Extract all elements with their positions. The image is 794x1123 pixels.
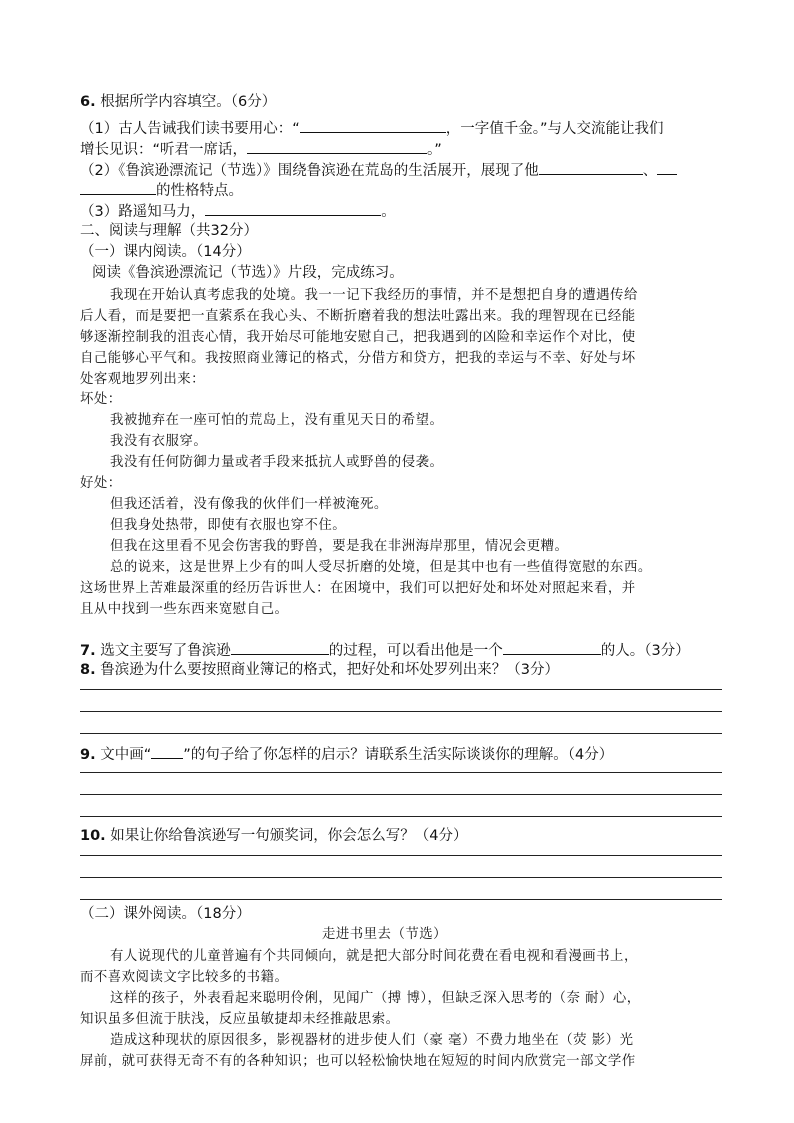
q10-number: 10. <box>80 828 106 844</box>
passage2-line: 而不喜欢阅读文字比较多的书籍。 <box>80 970 289 985</box>
q8-number: 8. <box>80 662 96 678</box>
passage2-line: 这样的孩子，外表看起来聪明伶俐，见闻广（搏 博），但缺乏深入思考的（奈 耐）心， <box>110 991 641 1006</box>
q7-text-end: 的人。（3分） <box>600 643 690 659</box>
q6-line3-sep: 、 <box>642 163 658 179</box>
q6-line4-text: 的性格特点。 <box>156 183 243 199</box>
q6-line1-text-end: ，一字值千金。”与人交流能让我们 <box>445 121 664 137</box>
q6-line2-text: 增长见识：“听君一席话， <box>80 142 248 158</box>
answer-line[interactable] <box>80 772 722 773</box>
passage-line: 自己能够心平气和。我按照商业簿记的格式，分借方和贷方，把我的幸运与不幸、好处与坏 <box>80 351 636 366</box>
answer-line[interactable] <box>80 855 722 856</box>
q9-text-end: ”的句子给了你怎样的启示？请联系生活实际谈谈你的理解。（4分） <box>183 747 614 763</box>
q7-text-mid: 的过程，可以看出他是一个 <box>328 643 503 659</box>
q8 <box>80 660 559 680</box>
q6-title-text: 根据所学内容填空。（6分） <box>100 94 277 110</box>
good-label: 好处： <box>80 476 122 491</box>
answer-line[interactable] <box>80 689 722 690</box>
good-item: 但我身处热带，即使有衣服也穿不住。 <box>110 518 347 533</box>
answer-line[interactable] <box>80 711 722 712</box>
q10 <box>80 826 468 846</box>
q10-text: 如果让你给鲁滨逊写一句颁奖词，你会怎么写？（4分） <box>110 828 468 844</box>
blank-line[interactable] <box>657 159 677 175</box>
q8-text: 鲁滨逊为什么要按照商业簿记的格式，把好处和坏处罗列出来？（3分） <box>100 662 559 678</box>
q6-line4 <box>80 179 243 201</box>
part1-heading: （一）课内阅读。（14分） <box>80 244 251 260</box>
bad-label: 坏处： <box>80 392 122 407</box>
section2-heading: 二、阅读与理解（共32分） <box>80 223 258 239</box>
good-item: 但我还活着，没有像我的伙伴们一样被淹死。 <box>110 497 388 512</box>
q6-line2 <box>80 138 442 160</box>
bad-item: 我被抛弃在一座可怕的荒岛上，没有重见天日的希望。 <box>110 413 444 428</box>
blank-line[interactable] <box>80 179 156 195</box>
summary-line: 总的说来，这是世界上少有的叫人受尽折磨的处境，但是其中也有一些值得宽慰的东西。 <box>110 560 652 575</box>
q6-line3-text: （2）《鲁滨逊漂流记（节选）》围绕鲁滨逊在荒岛的生活展开，展现了他 <box>80 163 539 179</box>
answer-line[interactable] <box>80 794 722 795</box>
q6-number: 6. <box>80 94 96 110</box>
q6-line3 <box>80 159 677 181</box>
q6-line1 <box>80 117 664 139</box>
passage2-line: 知识虽多但流于肤浅，反应虽敏捷却未经推敲思索。 <box>80 1012 400 1027</box>
q7 <box>80 639 690 661</box>
part2-heading: （二）课外阅读。（18分） <box>80 906 251 922</box>
passage2-title: 走进书里去（节选） <box>322 927 448 942</box>
answer-line[interactable] <box>80 816 722 817</box>
reading-instruction: 阅读《鲁滨逊漂流记（节选）》片段，完成练习。 <box>92 265 404 281</box>
answer-line[interactable] <box>80 733 722 734</box>
q9-number: 9. <box>80 747 96 763</box>
answer-line[interactable] <box>80 877 722 878</box>
bad-item: 我没有任何防御力量或者手段来抵抗人或野兽的侵袭。 <box>110 455 444 470</box>
q9-text: 文中画“ <box>100 747 152 763</box>
blank-line[interactable] <box>205 200 381 216</box>
passage-line: 后人看，而是要把一直萦系在我心头、不断折磨着我的想法吐露出来。我的理智现在已经能 <box>80 309 636 324</box>
blank-line[interactable] <box>300 117 446 133</box>
q9 <box>80 743 613 765</box>
q6-line5-text: （3）路遥知马力， <box>80 204 206 220</box>
q7-text: 选文主要写了鲁滨逊 <box>100 643 231 659</box>
blank-line[interactable] <box>539 159 643 175</box>
q6-line2-text-end: 。” <box>427 142 442 158</box>
q6-line5-end: 。 <box>381 204 396 220</box>
passage-line: 处客观地罗列出来： <box>80 372 206 387</box>
passage-line: 够逐渐控制我的沮丧心情，我开始尽可能地安慰自己，把我遇到的凶险和幸运作个对比，使 <box>80 330 636 345</box>
blank-line[interactable] <box>247 138 427 154</box>
q6-line5 <box>80 200 396 222</box>
q6-line1-text: （1）古人告诫我们读书要用心：“ <box>80 121 300 137</box>
passage2-line: 有人说现代的儿童普遍有个共同倾向，就是把大部分时间花费在看电视和看漫画书上， <box>110 949 638 964</box>
answer-line[interactable] <box>80 899 722 900</box>
q6-title <box>80 92 276 112</box>
passage2-line: 屏前，就可获得无奇不有的各种知识；也可以轻松愉快地在短短的时间内欣赏完一部文学作 <box>80 1054 636 1069</box>
summary-line: 这场世界上苦难最深重的经历告诉世人：在困境中，我们可以把好处和坏处对照起来看，并 <box>80 581 636 596</box>
blank-line[interactable] <box>231 639 329 655</box>
bad-item: 我没有衣服穿。 <box>110 434 208 449</box>
passage-line: 我现在开始认真考虑我的处境。我一一记下我经历的事情，并不是想把自身的遭遇传给 <box>110 288 638 303</box>
underline-sample <box>151 743 183 759</box>
passage2-line: 造成这种现状的原因很多，影视器材的进步使人们（豪 毫）不费力地坐在（荧 影）光 <box>110 1033 634 1048</box>
summary-line: 且从中找到一些东西来宽慰自己。 <box>80 602 289 617</box>
blank-line[interactable] <box>503 639 601 655</box>
q7-number: 7. <box>80 643 96 659</box>
good-item: 但我在这里看不见会伤害我的野兽，要是我在非洲海岸那里，情况会更糟。 <box>110 539 569 554</box>
